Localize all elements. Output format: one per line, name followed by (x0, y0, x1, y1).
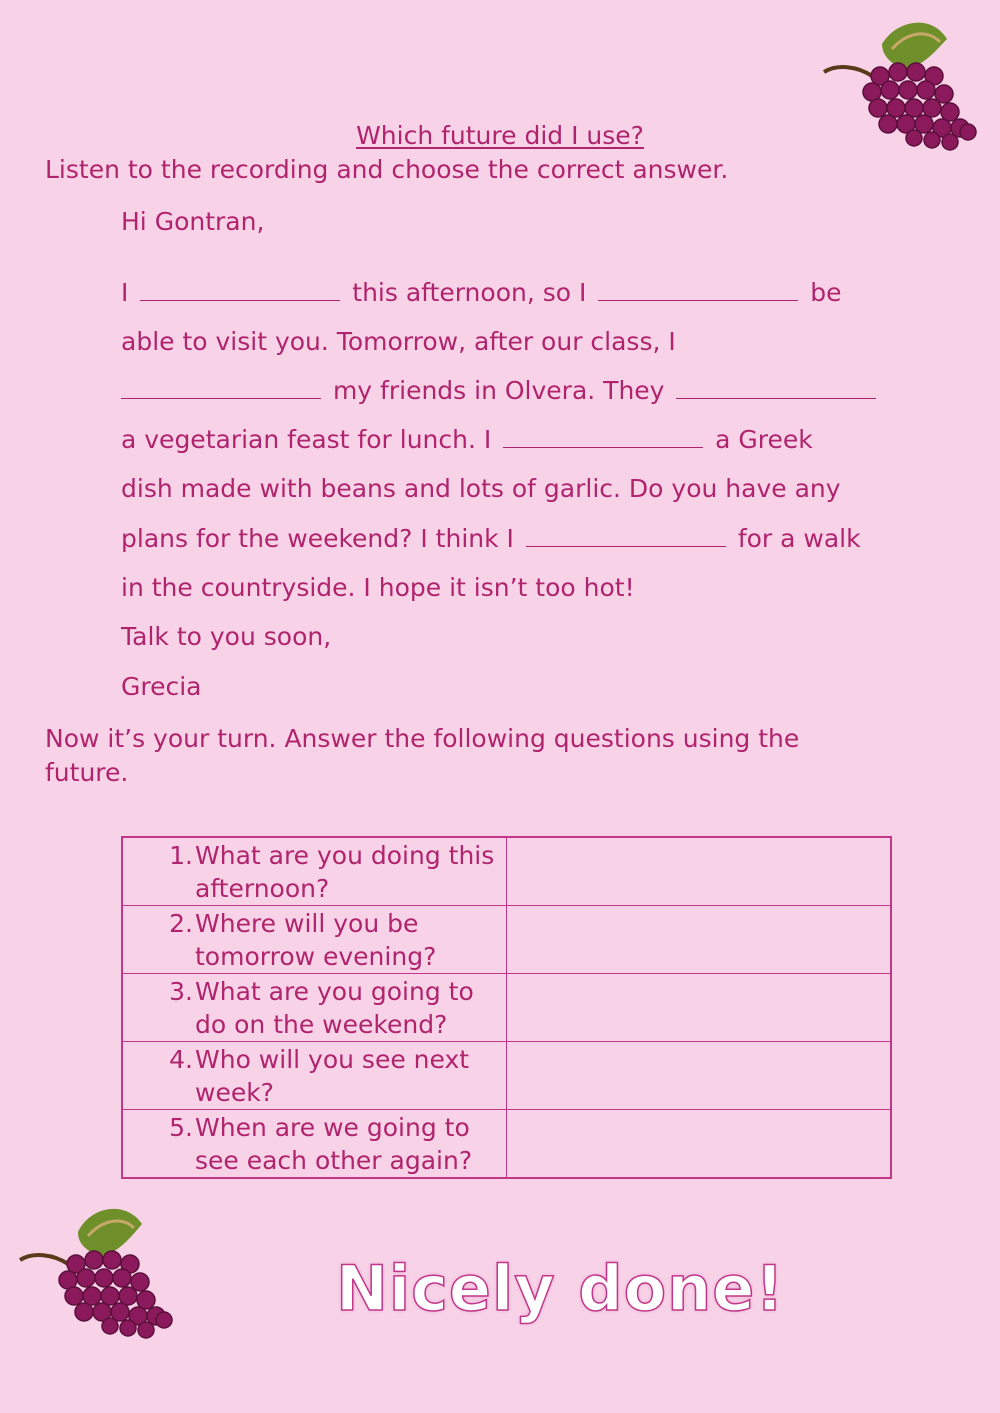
letter-signature: Grecia (121, 672, 202, 701)
answer-cell[interactable] (507, 1110, 892, 1179)
question-text: When are we going to see each other again? (195, 1113, 473, 1175)
letter-line (121, 524, 861, 553)
letter-text: this afternoon, so I (352, 278, 587, 307)
answer-cell[interactable] (507, 837, 892, 906)
answer-blank[interactable] (676, 376, 876, 399)
question-text: What are you doing this afternoon? (195, 841, 495, 903)
table-row (122, 906, 891, 974)
letter-text: a Greek (715, 425, 813, 454)
answer-cell[interactable] (507, 974, 892, 1042)
letter-closing: Talk to you soon, (121, 622, 332, 651)
answer-blank[interactable] (598, 278, 798, 301)
worksheet-title: Which future did I use? (356, 121, 644, 150)
letter-line (121, 425, 813, 454)
question-number: 2. (169, 909, 193, 938)
letter-line (121, 278, 842, 307)
letter-text: a vegetarian feast for lunch. I (121, 425, 492, 454)
question-text: What are you going to do on the weekend? (195, 977, 474, 1039)
question-number: 3. (169, 977, 193, 1006)
your-turn-text: Now it’s your turn. Answer the following questions using the future. (45, 724, 800, 787)
letter-line: able to visit you. Tomorrow, after our class, I (121, 327, 676, 356)
question-number: 1. (169, 841, 193, 870)
answer-blank[interactable] (503, 425, 703, 448)
question-number: 4. (169, 1045, 193, 1074)
table-row (122, 1110, 891, 1179)
letter-text: plans for the weekend? I think I (121, 524, 514, 553)
question-cell (122, 837, 507, 906)
letter-text: be (810, 278, 842, 307)
question-text: Where will you be tomorrow evening? (195, 909, 437, 971)
letter-text: I (121, 278, 129, 307)
answer-blank[interactable] (140, 278, 340, 301)
letter-greeting: Hi Gontran, (121, 207, 265, 236)
question-cell (122, 906, 507, 974)
letter-text: my friends in Olvera. They (332, 376, 665, 405)
question-text: Who will you see next week? (195, 1045, 470, 1107)
letter-line: dish made with beans and lots of garlic. Do you have any (121, 474, 841, 503)
question-cell (122, 1110, 507, 1179)
answer-blank[interactable] (121, 376, 321, 399)
answer-cell[interactable] (507, 1042, 892, 1110)
table-row (122, 1042, 891, 1110)
questions-table (121, 836, 892, 1179)
table-row (122, 837, 891, 906)
nicely-done-banner: Nicely done! (336, 1252, 785, 1325)
answer-blank[interactable] (526, 524, 726, 547)
letter-text: for a walk (737, 524, 861, 553)
question-cell (122, 1042, 507, 1110)
question-cell (122, 974, 507, 1042)
grapes-icon (18, 1200, 178, 1340)
table-row (122, 974, 891, 1042)
answer-cell[interactable] (507, 906, 892, 974)
instruction-text: Listen to the recording and choose the correct answer. (45, 155, 729, 184)
letter-line: in the countryside. I hope it isn’t too hot! (121, 573, 635, 602)
question-number: 5. (169, 1113, 193, 1142)
letter-line (121, 376, 880, 405)
